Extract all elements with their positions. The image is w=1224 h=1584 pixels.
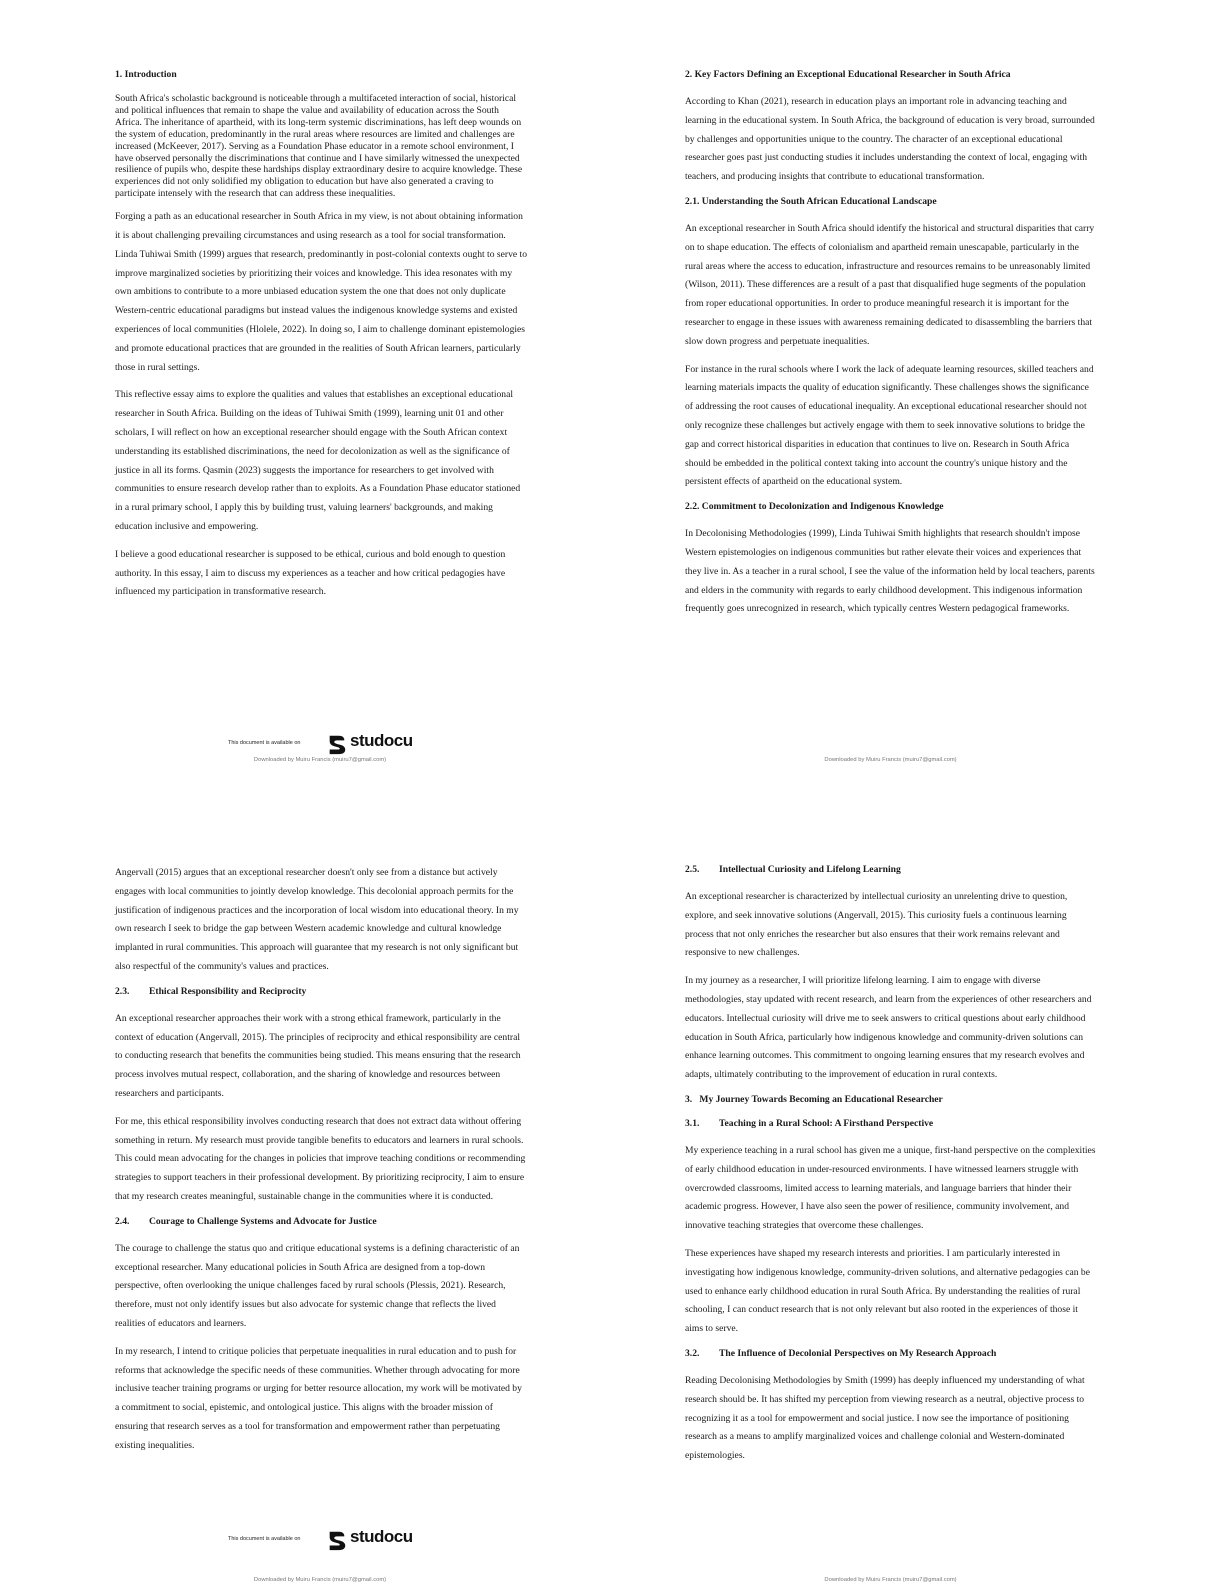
section-heading-introduction: 1. Introduction [115,69,177,80]
paragraph: South Africa's scholastic background is noticeable through a multifaceted interaction of social, historical and political influences that remain to shape the value and availability of education across the South Africa. The inheritance of apartheid, with its long-term systemic discriminations, has left deep wounds on the system of education, predominantly in the rural areas where resources are limited and challenges are increased (McKeever, 2017). Serving as a Foundation Phase educator in a remote school environment, I have observed personally the discriminations that continue and I have similarly witnessed the unexpected resilience of pupils who, despite these hardships display extraordinary desire to acquire knowledge. These experiences did not only solidified my obligation to education but have also generated a craving to participate intensely with the research that can address these inequalities. [115,93,523,200]
document-page-3 [0,792,612,1584]
logo-label: This document is available on [228,1536,301,1542]
section-heading-2-4 [115,1216,527,1228]
section-number: 2.4. [115,1215,130,1227]
paragraph: An exceptional researcher approaches their work with a strong ethical framework, particularly in the context of education (Angervall, 2015). The principles of reciprocity and ethical responsibility are central to conducting research that benefits the communities being studied. This means ensuring that the research process involves mutual respect, collaboration, and the sharing of knowledge and resources between researchers and participants. [115,1012,521,1099]
download-notice: Downloaded by Muiru Francis (muiru7@gmail.com) [824,757,957,763]
paragraph: Forging a path as an educational researcher in South Africa in my view, is not about obtaining information it is about challenging prevailing circumstances and using research as a tool for social transformation. Linda Tuhiwai Smith (1999) argues that research, predominantly in post-colonial contexts ought to serve to improve marginalized societies by prioritizing their voices and knowledge. This idea resonates with my own ambitions to contribute to a more unbiased education system the one that does not only duplicate Western-centric educational paradigms but instead values the indigenous knowledge systems and existed experiences of local communities (Hlolele, 2022). In doing so, I aim to challenge dominant epistemologies and promote educational practices that are grounded in the realities of South African learners, particularly those in rural settings. [115,211,528,373]
paragraph: An exceptional researcher is characterized by intellectual curiosity an unrelenting drive to question, explore, and seek innovative solutions (Angervall, 2015). This curiosity fuels a continuous learning process that not only enriches the researcher but also ensures that their work remains relevant and responsive to new challenges. [685,891,1068,959]
studocu-logo-icon [326,1529,348,1551]
page-3-content [115,864,527,1465]
paragraph: According to Khan (2021), research in education plays an important role in advancing teaching and learning in the educational system. In South Africa, the background of education is very broad, surrounded by challenges and opportunities unique to the country. The character of an exceptional educational researcher goes past just conducting studies it includes understanding the context of local, engaging with teachers, and producing insights that contribute to educational transformation. [685,96,1095,183]
section-number: 2.5. [685,864,700,875]
download-notice: Downloaded by Muiru Francis (muiru7@gmail.com) [253,757,387,763]
studocu-footer-link[interactable] [228,731,418,755]
paragraph: Reading Decolonising Methodologies by Smith (1999) has deeply influenced my understanding of what research should be. It has shifted my perception from viewing research as a neutral, objective process to recognizing it as a tool for empowerment and social justice. I now see the importance of positioning research as a means to amplify marginalized voices and challenge colonial and Western-dominated epistemologies. [685,1374,1085,1462]
paragraph: For instance in the rural schools where I work the lack of adequate learning resources, skilled teachers and learning materials impacts the quality of education significantly. These challenges shows the significance of addressing the root causes of educational inequality. An exceptional educational researcher should not only recognize these challenges but actively engage with them to seek innovative solutions to bridge the gap and correct historical disparities in education that continues to live on. Research in South Africa should be embedded in the political context taking into account the country's unique history and the persistent effects of apartheid on the educational system. [685,363,1094,488]
section-title: Intellectual Curiosity and Lifelong Learning [719,864,901,875]
studocu-logo-text: studocu [350,1527,413,1546]
download-notice: Downloaded by Muiru Francis (muiru7@gmail.com) [253,1577,387,1583]
section-title: Courage to Challenge Systems and Advocate for Justice [149,1215,377,1227]
paragraph: For me, this ethical responsibility involves conducting research that does not extract data without offering something in return. My research must provide tangible benefits to educators and learners in rural schools. This could mean advocating for the changes in policies that improve teaching conditions or recommending strategies to support teachers in their professional development. By prioritizing reciprocity, I aim to ensure that my research creates meaningful, sustainable change in the communities where it is conducted. [115,1115,526,1202]
section-heading-3-2 [685,1348,1097,1360]
studocu-logo-text: studocu [350,731,413,750]
logo-label: This document is available on [228,740,301,746]
section-heading-2-2: 2.2. Commitment to Decolonization and Indigenous Knowledge [685,501,944,513]
section-title: The Influence of Decolonial Perspectives on My Research Approach [719,1347,997,1359]
download-notice: Downloaded by Muiru Francis (muiru7@gmail.com) [824,1577,957,1583]
section-title: Teaching in a Rural School: A Firsthand Perspective [719,1117,934,1129]
section-number: 3.1. [685,1117,700,1129]
section-title: Ethical Responsibility and Reciprocity [149,985,307,997]
section-heading-2-5 [685,864,1097,876]
section-number: 3. [685,1093,693,1105]
page-1-content [115,69,527,611]
page-4-content [685,864,1097,1475]
section-heading-2-1: 2.1. Understanding the South African Educational Landscape [685,195,937,207]
document-page-4 [612,792,1224,1584]
paragraph: These experiences have shaped my research interests and priorities. I am particularly interested in investigating how indigenous knowledge, community-driven solutions, and alternative pedagogies can be used to enhance early childhood education in rural South Africa. By understanding the realities of rural schooling, I can conduct research that is not only relevant but also rooted in the experiences of those it aims to serve. [685,1247,1090,1335]
paragraph: This reflective essay aims to explore the qualities and values that establishes an exceptional educational researcher in South Africa. Building on the ideas of Tuhiwai Smith (1999), learning unit 01 and other scholars, I will reflect on how an exceptional researcher should engage with the South African context understanding its established discriminations, the need for decolonization as well as the significance of justice in all its forms. Qasmin (2023) suggests the importance for researchers to get involved with communities to ensure research develop rather than to exploits. As a Foundation Phase educator stationed in a rural primary school, I apply this by building trust, valuing learners' backgrounds, and making education inclusive and empowering. [115,389,521,532]
section-title: My Journey Towards Becoming an Educational Researcher [699,1093,943,1105]
section-number: 3.2. [685,1347,700,1359]
studocu-footer-link[interactable] [228,1527,418,1551]
paragraph: In my journey as a researcher, I will prioritize lifelong learning. I aim to engage with diverse methodologies, stay updated with recent research, and learn from the experiences of other researchers and educators. Intellectual curiosity will drive me to seek answers to critical questions about early childhood education in South Africa, particularly how indigenous knowledge and community-driven solutions can enhance learning outcomes. This commitment to ongoing learning ensures that my research evolves and adapts, ultimately contributing to the improvement of education in rural contexts. [685,975,1092,1081]
section-heading-3 [685,1094,1097,1106]
document-page-1 [0,0,612,792]
paragraph: Angervall (2015) argues that an exceptional researcher doesn't only see from a distance but actively engages with local communities to jointly develop knowledge. This decolonial approach permits for the justification of indigenous practices and the incorporation of local wisdom into educational theory. In my own research I seek to bridge the gap between Western academic knowledge and cultural knowledge implanted in rural communities. This approach will guarantee that my research is not only significant but also respectful of the community's values and practices. [115,867,519,972]
paragraph: In my research, I intend to critique policies that perpetuate inequalities in rural education and to push for reforms that acknowledge the specific needs of these communities. Whether through advocating for more inclusive teacher training programs or urging for better resource allocation, my work will be motivated by a commitment to social, epistemic, and ontological justice. This aligns with the broader mission of ensuring that research serves as a tool for transformation and empowerment rather than perpetuating existing inequalities. [115,1345,522,1451]
paragraph: The courage to challenge the status quo and critique educational systems is a defining characteristic of an exceptional researcher. Many educational policies in South Africa are designed from a top-down perspective, often overlooking the unique challenges faced by rural schools (Plessis, 2021). Research, therefore, must not only identify issues but also advocate for systemic change that reflects the lived realities of educators and learners. [115,1242,520,1329]
paragraph: An exceptional researcher in South Africa should identify the historical and structural disparities that carry on to shape education. The effects of colonialism and apartheid remain unescapable, particularly in the rural areas where the access to education, infrastructure and resources remains to be unreasonably limited (Wilson, 2011). These differences are a result of a past that disqualified huge segments of the population from roper educational opportunities. In order to produce meaningful research it is important for the researcher to engage in these issues with awareness remaining dedicated to disassembling the barriers that slow down progress and perpetuate inequalities. [685,222,1095,347]
section-number: 2.3. [115,985,130,997]
section-heading-3-1 [685,1118,1097,1130]
paragraph: In Decolonising Methodologies (1999), Linda Tuhiwai Smith highlights that research shouldn't impose Western epistemologies on indigenous communities but rather elevate their voices and experiences that they live in. As a teacher in a rural school, I see the value of the information held by local teachers, parents and elders in the community with regards to early childhood development. This indigenous information frequently goes unrecognized in research, which typically centres Western pedagogical frameworks. [685,528,1095,615]
document-page-2 [612,0,1224,792]
studocu-logo-icon [326,733,348,755]
section-heading-2-3 [115,986,527,998]
paragraph: I believe a good educational researcher is supposed to be ethical, curious and bold enough to question authority. In this essay, I aim to discuss my experiences as a teacher and how critical pedagogies have influenced my participation in transformative research. [115,548,506,598]
section-heading-key-factors: 2. Key Factors Defining an Exceptional Educational Researcher in South Africa [685,69,1011,80]
page-2-content [685,69,1097,628]
paragraph: My experience teaching in a rural school has given me a unique, first-hand perspective on the complexities of early childhood education in under-resourced environments. I have witnessed learners struggle with overcrowded classrooms, limited access to learning materials, and language barriers that hinder their academic progress. However, I have also seen the power of resilience, community involvement, and innovative teaching strategies that overcome these challenges. [685,1144,1096,1232]
